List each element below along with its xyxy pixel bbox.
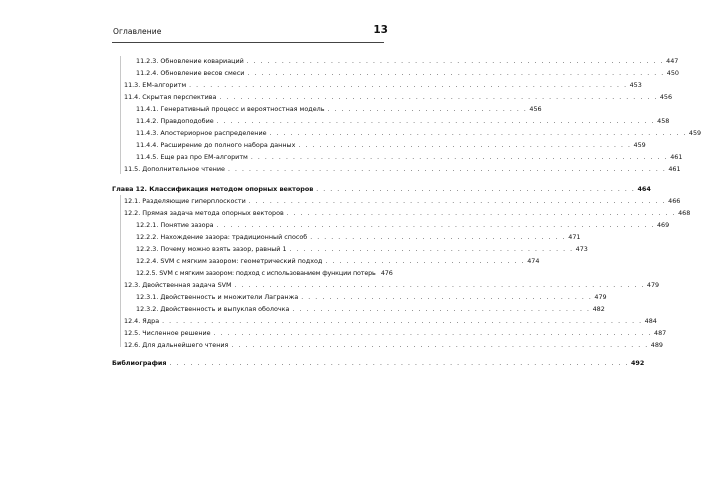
toc-entry-page: 474	[527, 257, 540, 265]
toc-entry-page: 464	[637, 185, 651, 193]
toc-entry[interactable]	[112, 104, 542, 115]
toc-entry-page: 482	[592, 305, 605, 313]
toc-entry-text: 12.3.2. Двойственность и выпуклая оболочка	[136, 305, 290, 313]
dot-leader: . . . . . . . . . . . . . . . . . . . . . . . . . . . . . . . . . . . . .	[310, 234, 567, 241]
dot-leader: . . . . . . . . . . . . . . . . . . . . . . . . . . . . . . . . . . . . . . . . . . . . . . . . . . . . . . . . . . . . . . .	[189, 82, 628, 89]
toc-entry-page: 458	[657, 117, 670, 125]
toc-entry[interactable]	[112, 340, 663, 351]
dot-leader: . . . . . . . . . . . . . . . . . . . . . . . . . . . . . . . . . . . . . . . . . . . . . . . . . . . . . . . . . . . .	[250, 154, 669, 161]
toc-entry-text: 12.2.3. Почему можно взять зазор, равный 1	[136, 245, 287, 253]
toc-entry-page: 461	[670, 153, 683, 161]
toc-entry[interactable]	[112, 292, 607, 303]
toc-entry-page: 479	[594, 293, 607, 301]
toc-entry-text: 12.3. Двойственная задача SVM	[124, 281, 232, 289]
toc-entry[interactable]	[112, 232, 581, 243]
toc-entry-text: 11.4.1. Генеративный процесс и вероятностная модель	[136, 105, 325, 113]
toc-entry[interactable]	[112, 152, 683, 163]
dot-leader: . . . . . . . . . . . . . . . . . . . . . . . . . . . . . . . . . . . . . . . . . . . . . . . . . . . . . . . . . . . . . . . . . .	[169, 360, 629, 367]
toc-entry[interactable]	[112, 140, 646, 151]
toc-entry-page: 450	[666, 69, 679, 77]
toc-entry-page: 461	[668, 165, 681, 173]
toc-entry-text: 11.4.5. Еще раз про ЕМ-алгоритм	[136, 153, 248, 161]
toc-entry-page: 466	[668, 197, 681, 205]
dot-leader: . . . . . . . . . . . . . . . . . . . . . . . . . . . . . . . . . . . . . . . . . . . . . .	[316, 186, 636, 193]
toc-entry-text: 12.1. Разделяющие гиперплоскости	[124, 197, 246, 205]
toc-entry-page: 468	[678, 209, 691, 217]
toc-entry-page: 469	[656, 221, 670, 229]
dot-leader: . . . . . . . . . . . . . . . . . . . . . . . . . . . . . . . . . . . . . . . . .	[289, 246, 574, 253]
toc-entry[interactable]	[112, 328, 667, 339]
toc-entry[interactable]	[112, 128, 701, 139]
toc-entry-text: 12.2.5. SVM с мягким зазором: подход с использованием функции потерь	[136, 269, 376, 277]
toc-entry[interactable]	[112, 164, 681, 175]
toc-entry-text: 11.3. ЕМ-алгоритм	[124, 81, 187, 89]
dot-leader: . . . . . . . . . . . . . . . . . . . . . . . . . . . . . . . . . . . . . . . . . . . . . . . . . . . . . . . . . . . . . . . . . . . . .	[162, 318, 643, 325]
dot-leader: . . . . . . . . . . . . . . . . . . . . . . . . . . . . . . . . . . . . . . . . . . . . . . . . . . . . . . . . . . . .	[246, 58, 665, 65]
toc-entry[interactable]	[112, 280, 660, 291]
toc-entry[interactable]	[112, 304, 605, 315]
dot-leader: . . . . . . . . . . . . . . . . . . . . . . . . . . . . . . . . . . . . . . . . . . . . . . . . . . . . . . . . . . . .	[248, 198, 667, 205]
dot-leader: . . . . . . . . . . . . . . . . . . . . . . . . . . . . . . . . . . . . . . . . . . . . . . . . . . . . . . . . . . . .	[247, 70, 665, 77]
toc-entry-text: 11.4.3. Апостериорное распределение	[136, 129, 267, 137]
toc-entry-text: 11.4.2. Правдоподобие	[136, 117, 214, 125]
toc-entry-page: 473	[575, 245, 588, 253]
dot-leader: . . . . . . . . . . . . . . . . . . . . . . . . . . . . .	[325, 258, 526, 265]
toc-entry-page: 487	[654, 329, 667, 337]
toc-entry[interactable]	[112, 68, 679, 79]
dot-leader: . . . . . . . . . . . . . . . . . . . . . . . . . . . . . . . . . . . . . . . . . . . . . . . . . . . . . . . . . . . . . . .	[227, 166, 667, 173]
dot-leader: . . . . . . . . . . . . . . . . . . . . . . . . . . . . . . . . . . . . . . . . . . . . . . . . . . . . . . . . . . .	[234, 282, 645, 289]
dot-leader: . . . . . . . . . . . . . . . . . . . . . . . . . . . . . . . . . . . . . . . . . . . . . . . . . . . . . . . . . . . .	[269, 130, 687, 137]
toc-entry-page: 492	[630, 359, 645, 367]
toc-entry-text: 12.5. Численное решение	[124, 329, 211, 337]
toc-entry[interactable]	[112, 196, 681, 207]
toc-entry-text: 11.5. Дополнительное чтение	[124, 165, 225, 173]
toc-entry[interactable]	[112, 316, 657, 327]
toc-entry-page: 489	[650, 341, 663, 349]
toc-entry-page: 479	[646, 281, 660, 289]
toc-entry-page: 484	[644, 317, 657, 325]
toc-entry-text: 12.2.1. Понятие зазора	[136, 221, 214, 229]
toc-entry-page: 471	[568, 233, 581, 241]
toc-entry-text: 12.4. Ядра	[124, 317, 160, 325]
toc-entry[interactable]	[112, 244, 588, 255]
toc-entry-text: 11.2.3. Обновление ковариаций	[136, 57, 244, 65]
toc-entry[interactable]	[112, 268, 393, 279]
toc-entry-page: 476	[380, 269, 393, 277]
toc-chapter-entry[interactable]	[112, 184, 651, 195]
toc-entry-text: 12.2. Прямая задача метода опорных векторов	[124, 209, 284, 217]
toc-entry[interactable]	[112, 80, 642, 91]
toc-entry[interactable]	[112, 208, 691, 219]
toc-chapter-entry[interactable]	[112, 358, 645, 369]
toc-entry-text: 11.2.4. Обновление весов смеси	[136, 69, 245, 77]
toc-entry-text: 12.2.2. Нахождение зазора: традиционный способ	[136, 233, 308, 241]
dot-leader: . . . . . . . . . . . . . . . . . . . . . . . . . . . . . . . . . . . . . . . . . . . . . . . .	[298, 142, 632, 149]
dot-leader: . . . . . . . . . . . . . . . . . . . . . . . . . . . . . . . . . . . . . . . . . . . . . . . . . . . . . . . . . . . .	[231, 342, 649, 349]
dot-leader: . . . . . . . . . . . . . . . . . . . . . . . . . . . . . . . . . . . . . . . . . . .	[292, 306, 591, 313]
toc-entry-page: 456	[529, 105, 542, 113]
dot-leader: . . . . . . . . . . . . . . . . . . . . . . . . . . . . .	[327, 106, 528, 113]
header-rule	[112, 42, 384, 43]
dot-leader: . . . . . . . . . . . . . . . . . . . . . . . . . . . . . . . . . . . . . . . . . . . . . . . . . . . . . . . .	[286, 210, 677, 217]
running-header-title: Оглавление	[113, 27, 162, 36]
toc-entry-text: Глава 12. Классификация методом опорных векторов	[112, 185, 314, 193]
toc-entry[interactable]	[112, 256, 540, 267]
dot-leader: . . . . . . . . . . . . . . . . . . . . . . . . . . . . . . . . . . . . . . . . . .	[301, 294, 593, 301]
dot-leader: . . . . . . . . . . . . . . . . . . . . . . . . . . . . . . . . . . . . . . . . . . . . . . . . . . . . . . . . . . . . . . .	[216, 222, 655, 229]
dot-leader: . . . . . . . . . . . . . . . . . . . . . . . . . . . . . . . . . . . . . . . . . . . . . . . . . . . . . . . . . . . . . . .	[219, 94, 658, 101]
toc-entry-text: 11.4. Скрытая перспектива	[124, 93, 217, 101]
toc-entry-page: 447	[666, 57, 679, 65]
toc-entry-page: 453	[629, 81, 642, 89]
toc-entry-text: 12.6. Для дальнейшего чтения	[124, 341, 229, 349]
page-number: 13	[373, 24, 388, 36]
toc-entry-text: Библиография	[112, 359, 167, 367]
toc-entry[interactable]	[112, 92, 673, 103]
toc-entry[interactable]	[112, 220, 670, 231]
toc-entry-page: 456	[659, 93, 673, 101]
toc-entry[interactable]	[112, 116, 670, 127]
dot-leader: . . . . . . . . . . . . . . . . . . . . . . . . . . . . . . . . . . . . . . . . . . . . . . . . . . . . . . . . . . . . . . .	[213, 330, 653, 337]
toc-entry[interactable]	[112, 56, 679, 67]
toc-entry-text: 12.2.4. SVM с мягким зазором: геометрический подход	[136, 257, 323, 265]
dot-leader: . . . . . . . . . . . . . . . . . . . . . . . . . . . . . . . . . . . . . . . . . . . . . . . . . . . . . . . . . . . . . . .	[216, 118, 656, 125]
toc-entry-page: 459	[688, 129, 701, 137]
toc-entry-page: 459	[633, 141, 646, 149]
toc-entry-text: 11.4.4. Расширение до полного набора данных	[136, 141, 296, 149]
toc-entry-text: 12.3.1. Двойственность и множители Лагранжа	[136, 293, 299, 301]
